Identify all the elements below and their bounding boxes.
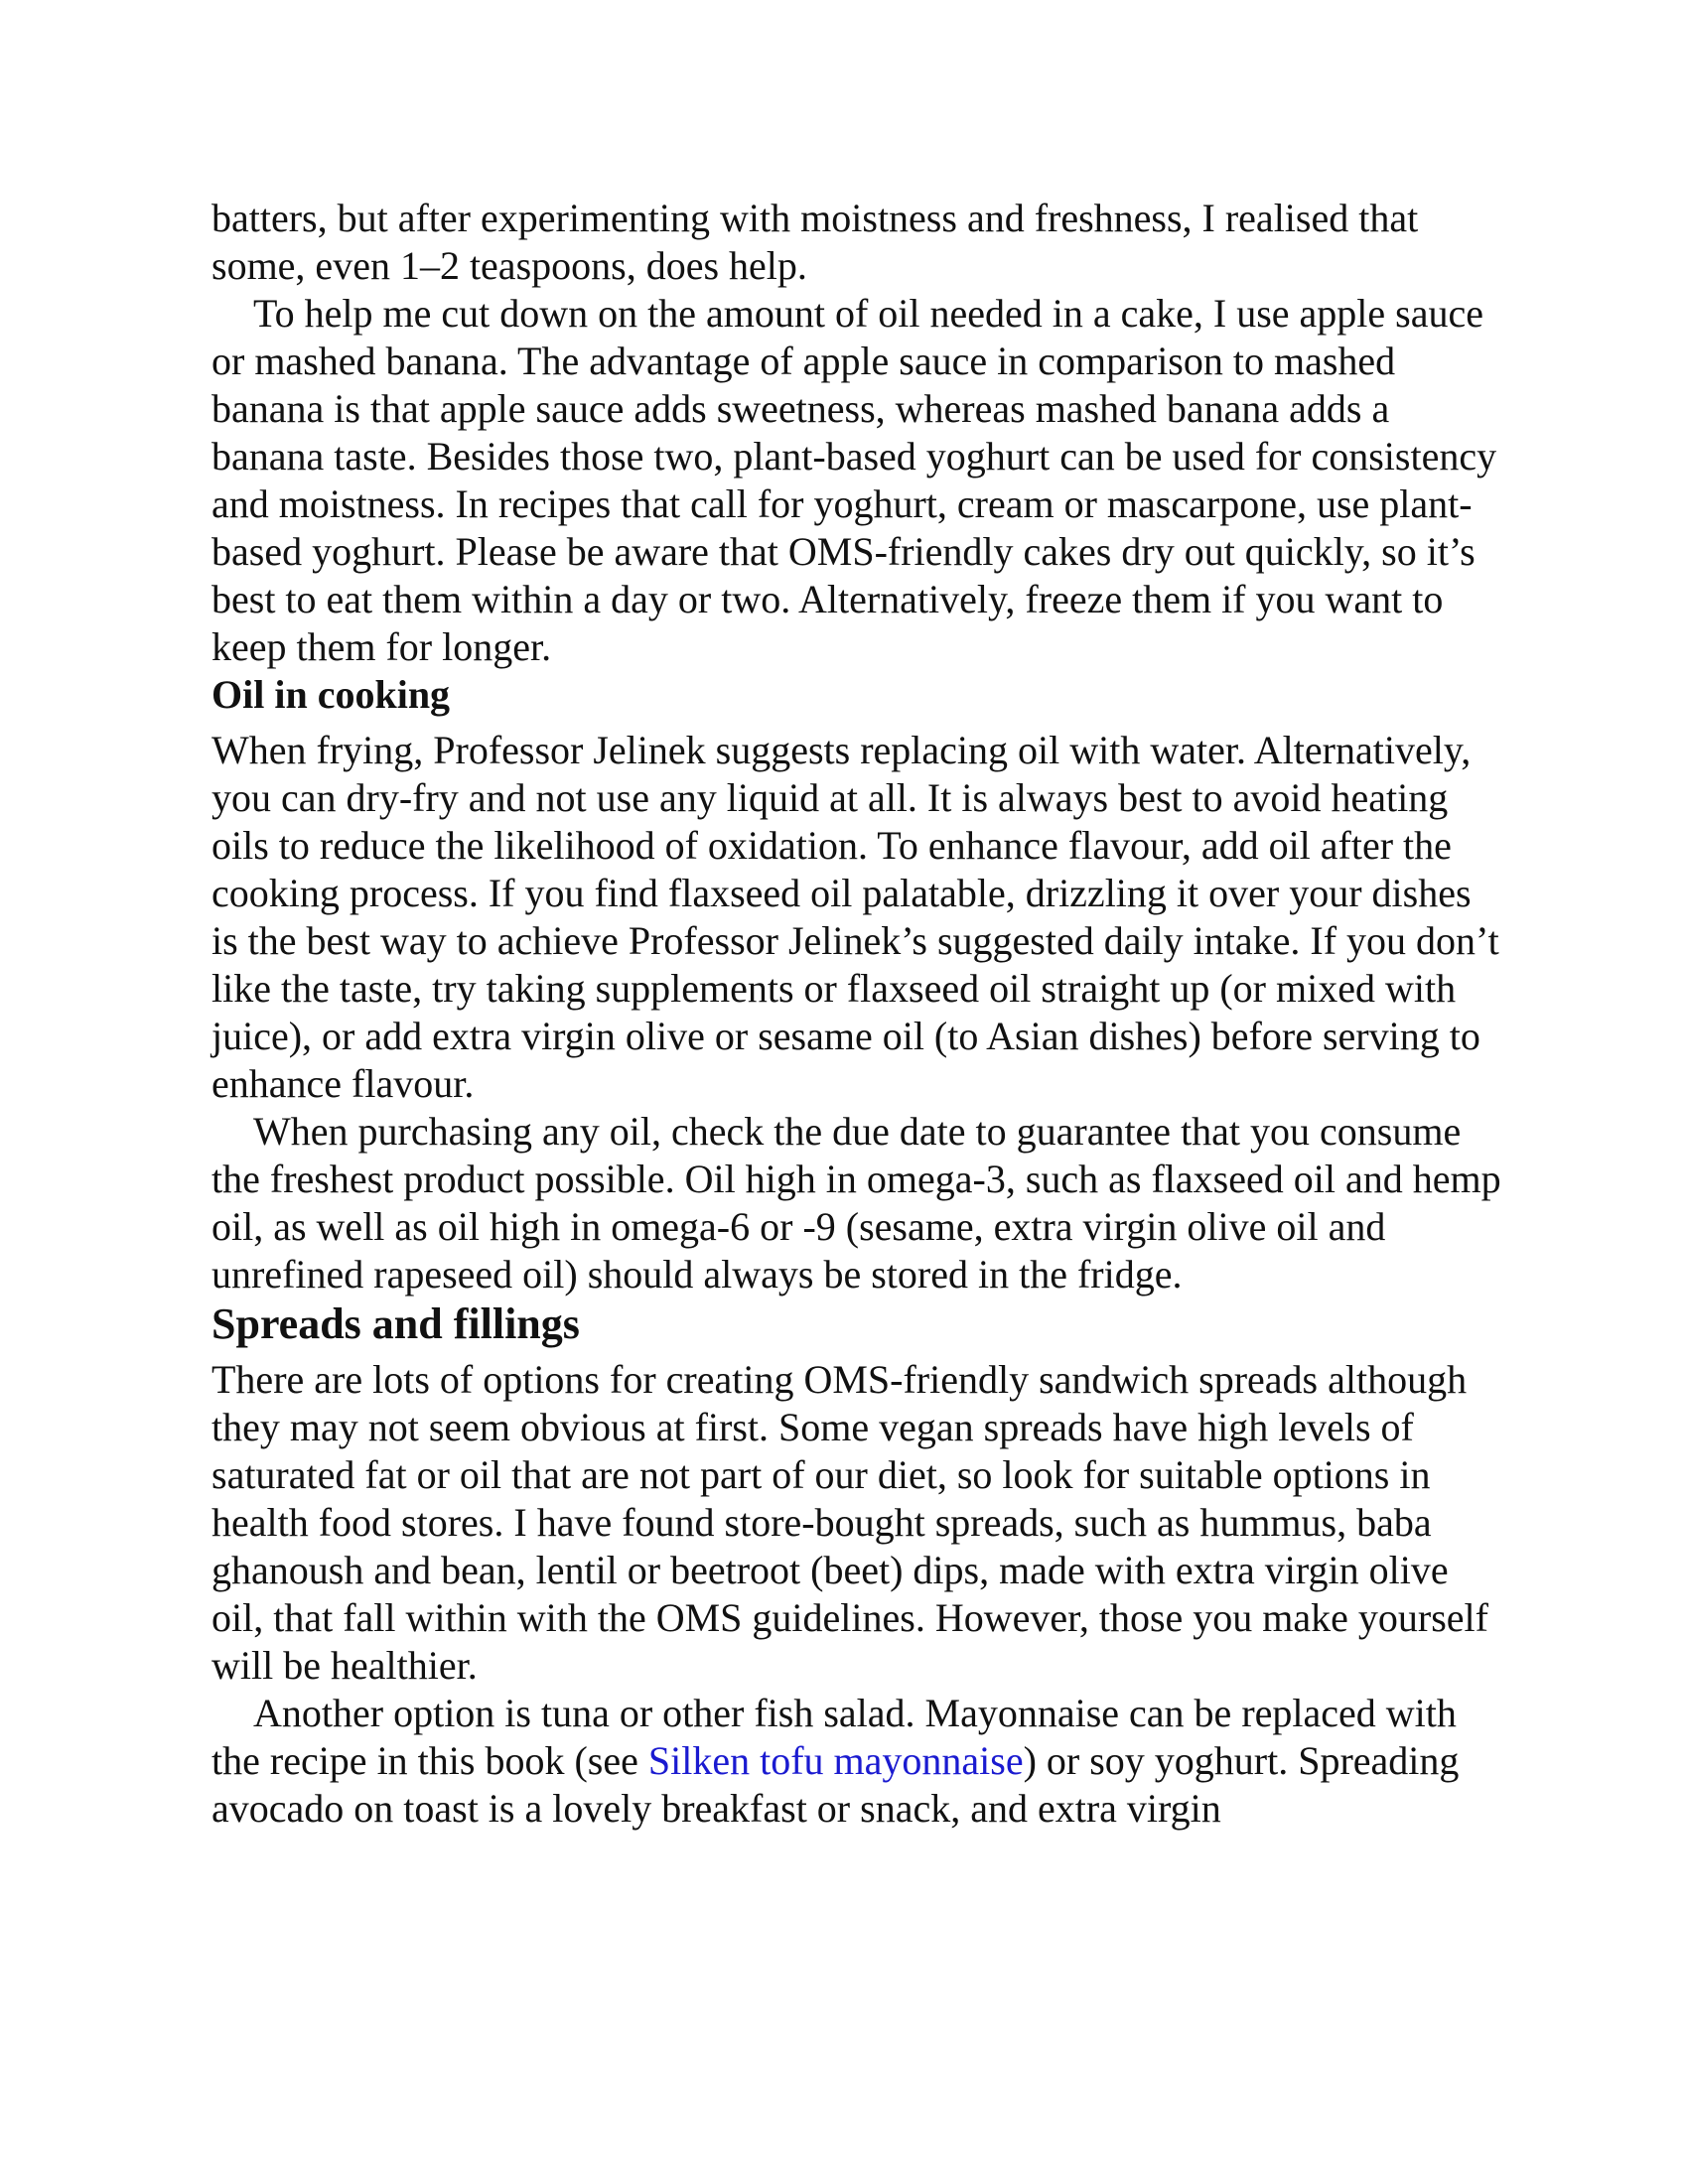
silken-tofu-mayonnaise-link[interactable]: Silken tofu mayonnaise xyxy=(647,1738,1024,1783)
paragraph-tuna-salad xyxy=(211,1690,1502,1833)
paragraph-frying: When frying, Professor Jelinek suggests replacing oil with water. Alternatively, you can dry-fry and not use any liquid at all. It is always best to avoid heating oils to reduce the likelihood of oxidation. To enhance flavour, add oil after the cooking process. If you find flaxseed oil palatable, drizzling it over your dishes is the best way to achieve Professor Jelinek’s suggested daily intake. If you don’t like the taste, try taking supplements or flaxseed oil straight up (or mixed with juice), or add extra virgin olive or sesame oil (to Asian dishes) before serving to enhance flavour. xyxy=(211,728,1499,1106)
paragraph-tuna-salad-start: Another option is tuna or other fish salad. Mayonnaise can be replaced with the recipe in this book (see xyxy=(211,1691,1457,1783)
paragraph-batters: batters, but after experimenting with moistness and freshness, I realised that some, even 1–2 teaspoons, does help. xyxy=(211,196,1419,288)
paragraph-oil-reduction: To help me cut down on the amount of oil needed in a cake, I use apple sauce or mashed banana. The advantage of apple sauce in comparison to mashed banana is that apple sauce adds sweetness, whereas mashed banana adds a banana taste. Besides those two, plant-based yoghurt can be used for consistency and moistness. In recipes that call for yoghurt, cream or mascarpone, use plant-based yoghurt. Please be aware that OMS-friendly cakes dry out quickly, so it’s best to eat them within a day or two. Alternatively, freeze them if you want to keep them for longer. xyxy=(211,291,1497,669)
page-body xyxy=(211,195,1502,1833)
heading-oil-in-cooking: Oil in cooking xyxy=(211,672,451,717)
paragraph-tuna-salad-end: ) or soy yoghurt. Spreading avocado on toast is a lovely breakfast or snack, and extra virgin xyxy=(211,1738,1460,1831)
heading-spreads-and-fillings: Spreads and fillings xyxy=(211,1299,580,1348)
paragraph-purchasing-oil: When purchasing any oil, check the due date to guarantee that you consume the freshest product possible. Oil high in omega-3, such as flaxseed oil and hemp oil, as well as oil high in omega-6 or -9 (sesame, extra virgin olive oil and unrefined rapeseed oil) should always be stored in the fridge. xyxy=(211,1109,1501,1297)
paragraph-spreads: There are lots of options for creating OMS-friendly sandwich spreads although they may not seem obvious at first. Some vegan spreads have high levels of saturated fat or oil that are not part of our diet, so look for suitable options in health food stores. I have found store-bought spreads, such as hummus, baba ghanoush and bean, lentil or beetroot (beet) dips, made with extra virgin olive oil, that fall within with the OMS guidelines. However, those you make yourself will be healthier. xyxy=(211,1357,1488,1688)
